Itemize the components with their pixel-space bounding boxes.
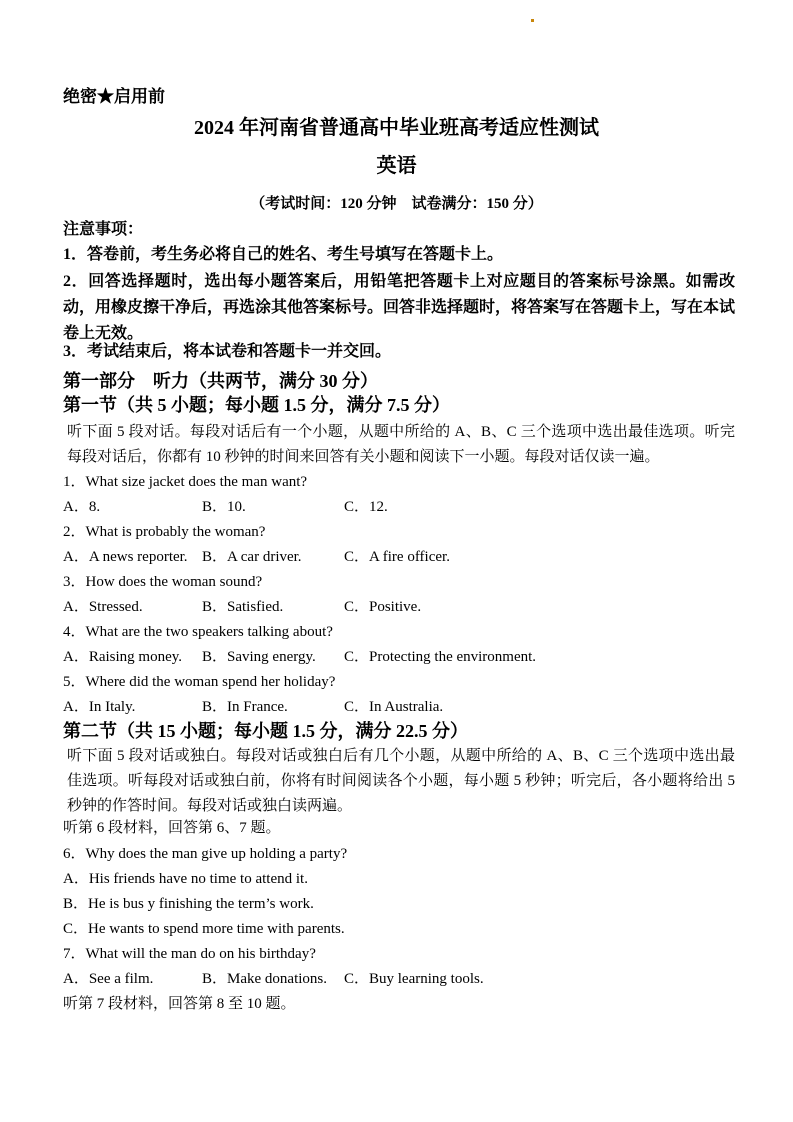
section1-heading: 第一节（共 5 小题；每小题 1.5 分，满分 7.5 分） (63, 395, 450, 415)
option-1a: A．8. (63, 499, 101, 515)
notes-heading: 注意事项： (63, 221, 144, 238)
note-item-3: 3．考试结束后，将本试卷和答题卡一并交回。 (63, 343, 392, 360)
note-item-2: 2．回答选择题时，选出每小题答案后，用铅笔把答题卡上对应题目的答案标号涂黑。如需改动，用橡皮擦干净后，再选涂其他答案标号。回答非选择题时，将答案写在答题卡上，写在本试卷上无效。 (63, 273, 736, 342)
section1-instructions: 听下面 5 段对话。每段对话后有一个小题，从题中所给的 A、B、C 三个选项中选出最佳选项。听完每段对话后，你都有 10 秒钟的时间来回答有关小题和阅读下一小题。每段对话仅读一遍。 (67, 424, 735, 465)
question-7-text: 7．What will the man do on his birthday? (63, 946, 316, 962)
material-6-note: 听第 6 段材料，回答第 6、7 题。 (63, 820, 281, 836)
option-1b: B．10. (202, 499, 246, 515)
section1-questions (63, 470, 735, 720)
option-4b: B．Saving energy. (202, 649, 316, 665)
option-3c: C．Positive. (344, 599, 422, 615)
option-7a: A．See a film. (63, 971, 154, 987)
question-5-options (63, 695, 735, 720)
option-6b: B．He is bus y finishing the term’s work. (63, 896, 314, 912)
security-classification-label: 绝密★启用前 (63, 87, 165, 106)
option-2b: B．A car driver. (202, 549, 302, 565)
option-4a: A．Raising money. (63, 649, 183, 665)
section2-instructions: 听下面 5 段对话或独白。每段对话或独白后有几个小题，从题中所给的 A、B、C 三个选项中选出最佳选项。听每段对话或独白前，你将有时间阅读各个小题，每小题 5 秒钟；听完后，各小题将给出 5 秒钟的作答时间。每段对话或独白读两遍。 (67, 748, 735, 814)
section2-questions (63, 842, 735, 992)
exam-subject: 英语 (376, 155, 417, 177)
option-3b: B．Satisfied. (202, 599, 284, 615)
exam-time-score-info: （考试时间：120 分钟 试卷满分：150 分） (250, 196, 543, 212)
option-5b: B．In France. (202, 699, 288, 715)
option-5a: A．In Italy. (63, 699, 136, 715)
question-4-options (63, 645, 735, 670)
question-5-text: 5．Where did the woman spend her holiday? (63, 674, 336, 690)
question-3-text: 3．How does the woman sound? (63, 574, 263, 590)
section2-heading: 第二节（共 15 小题；每小题 1.5 分，满分 22.5 分） (63, 721, 468, 741)
material-7-note: 听第 7 段材料，回答第 8 至 10 题。 (63, 996, 296, 1012)
page-artifact-dot (531, 19, 534, 22)
option-2a: A．A news reporter. (63, 549, 188, 565)
question-2-text: 2．What is probably the woman? (63, 524, 266, 540)
option-2c: C．A fire officer. (344, 549, 450, 565)
question-3-options (63, 595, 735, 620)
question-7-options (63, 967, 735, 992)
note-item-1: 1．答卷前，考生务必将自己的姓名、考生号填写在答题卡上。 (63, 246, 504, 263)
option-3a: A．Stressed. (63, 599, 143, 615)
question-1-options (63, 495, 735, 520)
question-4-text: 4．What are the two speakers talking about? (63, 624, 333, 640)
option-6a: A．His friends have no time to attend it. (63, 871, 308, 887)
option-5c: C．In Australia. (344, 699, 444, 715)
question-6-text: 6．Why does the man give up holding a party? (63, 846, 348, 862)
option-7b: B．Make donations. (202, 971, 327, 987)
option-1c: C．12. (344, 499, 388, 515)
option-7c: C．Buy learning tools. (344, 971, 484, 987)
option-4c: C．Protecting the environment. (344, 649, 537, 665)
part1-heading: 第一部分 听力（共两节，满分 30 分） (63, 371, 378, 391)
question-1-text: 1．What size jacket does the man want? (63, 474, 308, 490)
question-2-options (63, 545, 735, 570)
exam-title: 2024 年河南省普通高中毕业班高考适应性测试 (194, 117, 599, 139)
option-6c: C．He wants to spend more time with parents. (63, 921, 345, 937)
